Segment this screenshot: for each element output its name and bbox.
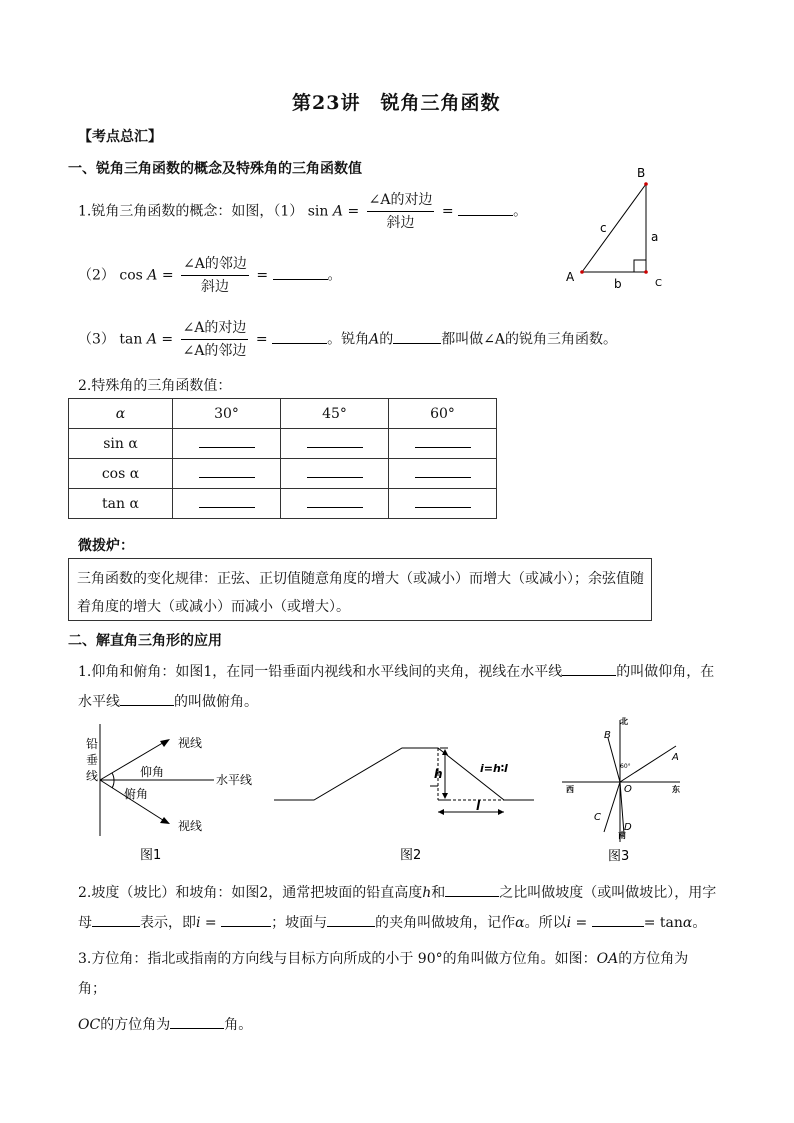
table-cell [173,429,281,459]
p2-text-g: 的夹角叫做坡角，记作 [375,915,516,931]
fig3-caption: 图3 [608,849,630,864]
cos-blank [273,267,328,280]
p2-blank-3 [221,914,271,927]
equals: = [161,267,174,284]
p2-line-2: 母 表示，即i = ；坡面与 的夹角叫做坡角，记作α。所以i = = tanα。 [78,915,707,931]
item-3: （3） [78,331,115,348]
frac-denominator: 斜边 [200,279,229,295]
equals: = [255,331,268,348]
p3-line-1 [78,948,688,968]
table-cell [281,489,389,519]
p1-blank-2 [120,693,174,706]
arrow-head [160,739,170,747]
tip-line-1: 三角函数的变化规律：正弦、正切值随意角度的增大（或减小）而增大（或减小）；余弦值随 [77,571,644,587]
tan-blank-2 [393,331,441,344]
answer-blank [307,495,363,508]
p1-line-2 [78,691,258,711]
tan-tail-b: 的 [379,331,394,348]
p1-text-d: 的叫做俯角。 [174,694,258,710]
var-a: A [146,331,157,348]
sight-top-label: 视线 [178,736,203,750]
ray-oc [604,782,620,832]
west-label: 西 [566,785,574,794]
label-a-side: a [651,230,659,244]
answer-blank [199,435,255,448]
p3-text-c: 的方位角为 [100,1017,171,1033]
right-triangle-figure [560,164,670,288]
label-b-vertex: B [637,166,646,180]
frac-denominator: ∠A的邻边 [182,343,247,359]
ratio-label: i=h∶l [480,762,508,775]
special-heading: 2.特殊角的三角函数值： [78,378,232,394]
tan-definition [78,318,617,361]
part1-heading: 一、锐角三角函数的概念及特殊角的三角函数值 [68,161,362,177]
p3-text-d: 角。 [224,1017,253,1033]
frac-numerator: ∠A的对边 [367,190,435,212]
cos-fraction [181,254,249,297]
hypotenuse-line [582,184,646,272]
row-label-cos: cos α [69,459,173,489]
p2-blank-2 [92,914,140,927]
p3-line-3 [78,1014,252,1034]
p1-blank-1 [562,663,616,676]
answer-blank [199,465,255,478]
page-title: 第23讲 锐角三角函数 [292,92,501,114]
north-label: 北 [620,717,628,726]
angle-label: 60° [620,763,631,770]
figure-1 [78,718,268,866]
row-label-tan: tan α [69,489,173,519]
answer-blank [199,495,255,508]
tan-blank [272,331,327,344]
p3-line-2: 角； [78,981,106,997]
p2-text-j: 。 [692,915,707,931]
p3-text-b: 的方位角为 [618,951,689,967]
figure-3 [558,714,688,866]
tip-box [68,558,652,621]
table-cell [173,459,281,489]
arrow-head [438,809,444,815]
sin-definition [78,190,527,233]
cos-definition [78,254,342,297]
label-a: A [672,752,679,763]
end-mark: 。 [513,203,528,220]
figure-2 [272,730,538,866]
sin-label: sin [307,203,329,220]
tip-label: 微拨炉： [78,538,134,554]
p3-oa: OA [596,951,619,967]
p2-text-h: 。所以 [524,915,567,931]
table-cell [389,429,497,459]
east-label: 东 [672,785,680,794]
sin-blank [458,203,513,216]
p2-text-a: 2.坡度（坡比）和坡角：如图2，通常把坡面的铅直高度 [78,885,423,901]
p2-text-d: 母 [78,915,92,931]
tip-line-2: 着角度的增大（或减小）而减小（或增大）。 [77,599,350,615]
p2-blank-1 [445,884,499,897]
p3-blank [170,1016,224,1029]
frac-numerator: ∠A的邻边 [181,254,249,276]
p2-i: i [196,915,201,931]
arrow-head [498,809,504,815]
elevation-label: 仰角 [140,765,165,779]
table-cell [281,459,389,489]
item-2: （2） [78,267,115,284]
label-b-side: b [614,277,622,288]
table-row [69,459,497,489]
depression-label: 俯角 [124,787,149,801]
label-o: O [624,784,632,795]
tan-label: tan [119,331,143,348]
south-label: 南 [618,831,626,840]
equals: = [161,331,174,348]
table-row [69,489,497,519]
header-45: 45° [281,399,389,429]
trig-values-table [68,398,497,519]
right-angle-mark [634,260,646,272]
tan-tail-a: 。锐角 [327,331,370,348]
vertex-c-dot [644,270,648,274]
equals: = [256,267,269,284]
answer-blank [415,495,471,508]
fig1-caption: 图1 [140,848,162,863]
vertex-b-dot [644,182,648,186]
ray-ob [608,738,620,782]
cos-label: cos [119,267,143,284]
label-c-vertex: C [655,278,662,288]
p2-text-b: 和 [431,885,446,901]
p1-text-c: 水平线 [78,694,120,710]
sin-fraction [367,190,435,233]
vertical-char: 线 [86,769,99,783]
p1-text-a: 1.仰角和俯角：如图1，在同一铅垂面内视线和水平线间的夹角，视线在水平线 [78,664,563,680]
label-d: D [624,822,632,833]
fig2-caption: 图2 [400,848,422,863]
table-row [69,429,497,459]
header-alpha: α [69,399,173,429]
section-header: 【考点总汇】 [78,129,162,145]
tan-tail-c: 都叫做∠A的锐角三角函数。 [441,331,618,348]
answer-blank [415,435,471,448]
label-b: B [604,730,611,741]
part2-heading: 二、解直角三角形的应用 [68,633,222,649]
p2-h: h [422,885,432,901]
frac-numerator: ∠A的对边 [181,318,249,340]
p2-text-c: 之比叫做坡度（或叫做坡比），用字 [499,885,717,901]
equals: = [441,203,454,220]
frac-denominator: 斜边 [386,215,415,231]
arrow-head [442,793,448,799]
vertical-char: 垂 [86,753,99,767]
header-60: 60° [389,399,497,429]
p2-line-1 [78,882,716,902]
p1-text-b: 的叫做仰角，在 [616,664,715,680]
table-header-row [69,399,497,429]
header-30: 30° [173,399,281,429]
p2-alpha: α [682,915,693,931]
p1-line-1 [78,661,714,681]
p3-text-a: 3.方位角：指北或指南的方向线与目标方向所成的小于 90°的角叫做方位角。如图： [78,951,597,967]
p2-text-f: ；坡面与 [271,915,328,931]
table-cell [389,489,497,519]
label-c-side: c [600,221,607,235]
label-a-vertex: A [566,270,575,284]
answer-blank [307,435,363,448]
elevation-arc [112,773,114,780]
table-cell [173,489,281,519]
end-mark: 。 [327,267,342,284]
sight-bottom-label: 视线 [178,819,203,833]
p2-text-i: = tan [643,915,683,931]
horizontal-label: 水平线 [216,773,253,787]
h-label: h [434,767,443,781]
concept-intro: 1.锐角三角函数的概念：如图，（1） [78,203,304,220]
arrow-head [160,817,170,824]
p2-alpha: α [515,915,525,931]
label-c: C [594,812,601,823]
p2-i: i [566,915,572,931]
depression-arc [112,780,114,788]
l-label: l [476,799,481,813]
vertex-a-dot [580,270,584,274]
tan-fraction [181,318,249,361]
p2-blank-4 [327,914,375,927]
row-label-sin: sin α [69,429,173,459]
var-a: A [369,331,380,348]
vertical-char: 铅 [86,737,99,751]
answer-blank [307,465,363,478]
var-a: A [332,203,343,220]
p2-text-e: 表示，即 [140,915,196,931]
p2-blank-5 [592,914,644,927]
answer-blank [415,465,471,478]
equals: = [347,203,360,220]
table-cell [281,429,389,459]
p3-oc: OC [78,1017,101,1033]
table-cell [389,459,497,489]
var-a: A [147,267,158,284]
